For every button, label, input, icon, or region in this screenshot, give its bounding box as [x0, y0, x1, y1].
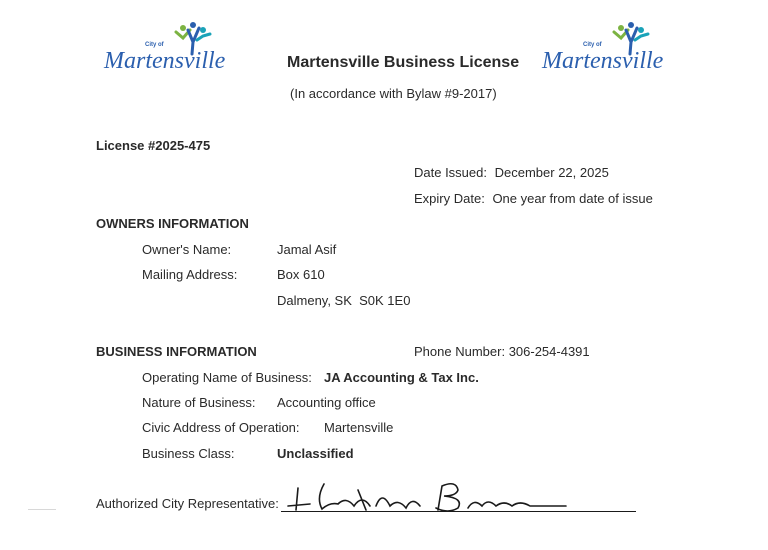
logo-line1: City of [145, 42, 164, 48]
date-issued [414, 165, 609, 180]
expiry-date [414, 191, 653, 206]
city-logo-right [538, 18, 668, 78]
mailing-address-line2: Dalmeny, SK S0K 1E0 [277, 293, 411, 308]
signature-label: Authorized City Representative: [96, 496, 279, 511]
civic-address-label: Civic Address of Operation: [142, 420, 300, 435]
logo-line2: Martensville [542, 48, 664, 74]
license-number: License #2025-475 [96, 138, 211, 153]
owners-heading: OWNERS INFORMATION [96, 216, 249, 231]
date-issued-value: December 22, 2025 [494, 165, 609, 180]
phone-value: 306-254-4391 [508, 344, 590, 359]
operating-name-value: JA Accounting & Tax Inc. [324, 370, 479, 385]
mailing-address-line1: Box 610 [277, 267, 325, 282]
page-subtitle: (In accordance with Bylaw #9-2017) [290, 86, 497, 101]
owner-name-label: Owner's Name: [142, 242, 232, 257]
divider [28, 509, 56, 510]
date-issued-label: Date Issued: [414, 165, 487, 180]
phone-label: Phone Number: [414, 344, 506, 359]
logo-line2: Martensville [104, 48, 226, 74]
mailing-address-label: Mailing Address: [142, 267, 238, 282]
expiry-date-value: One year from date of issue [492, 191, 653, 206]
page-title: Martensville Business License [287, 54, 520, 71]
handwritten-signature [280, 476, 580, 516]
nature-value: Accounting office [277, 395, 376, 410]
phone-number [414, 344, 590, 359]
nature-label: Nature of Business: [142, 395, 256, 410]
business-class-label: Business Class: [142, 446, 235, 461]
logo-line1: City of [583, 42, 602, 48]
signature-line [281, 511, 636, 512]
owner-name-value: Jamal Asif [277, 242, 337, 257]
expiry-date-label: Expiry Date: [414, 191, 485, 206]
business-heading: BUSINESS INFORMATION [96, 344, 257, 359]
city-logo-left [100, 18, 230, 78]
civic-address-value: Martensville [324, 420, 394, 435]
business-class-value: Unclassified [277, 446, 354, 461]
operating-name-label: Operating Name of Business: [142, 370, 312, 385]
